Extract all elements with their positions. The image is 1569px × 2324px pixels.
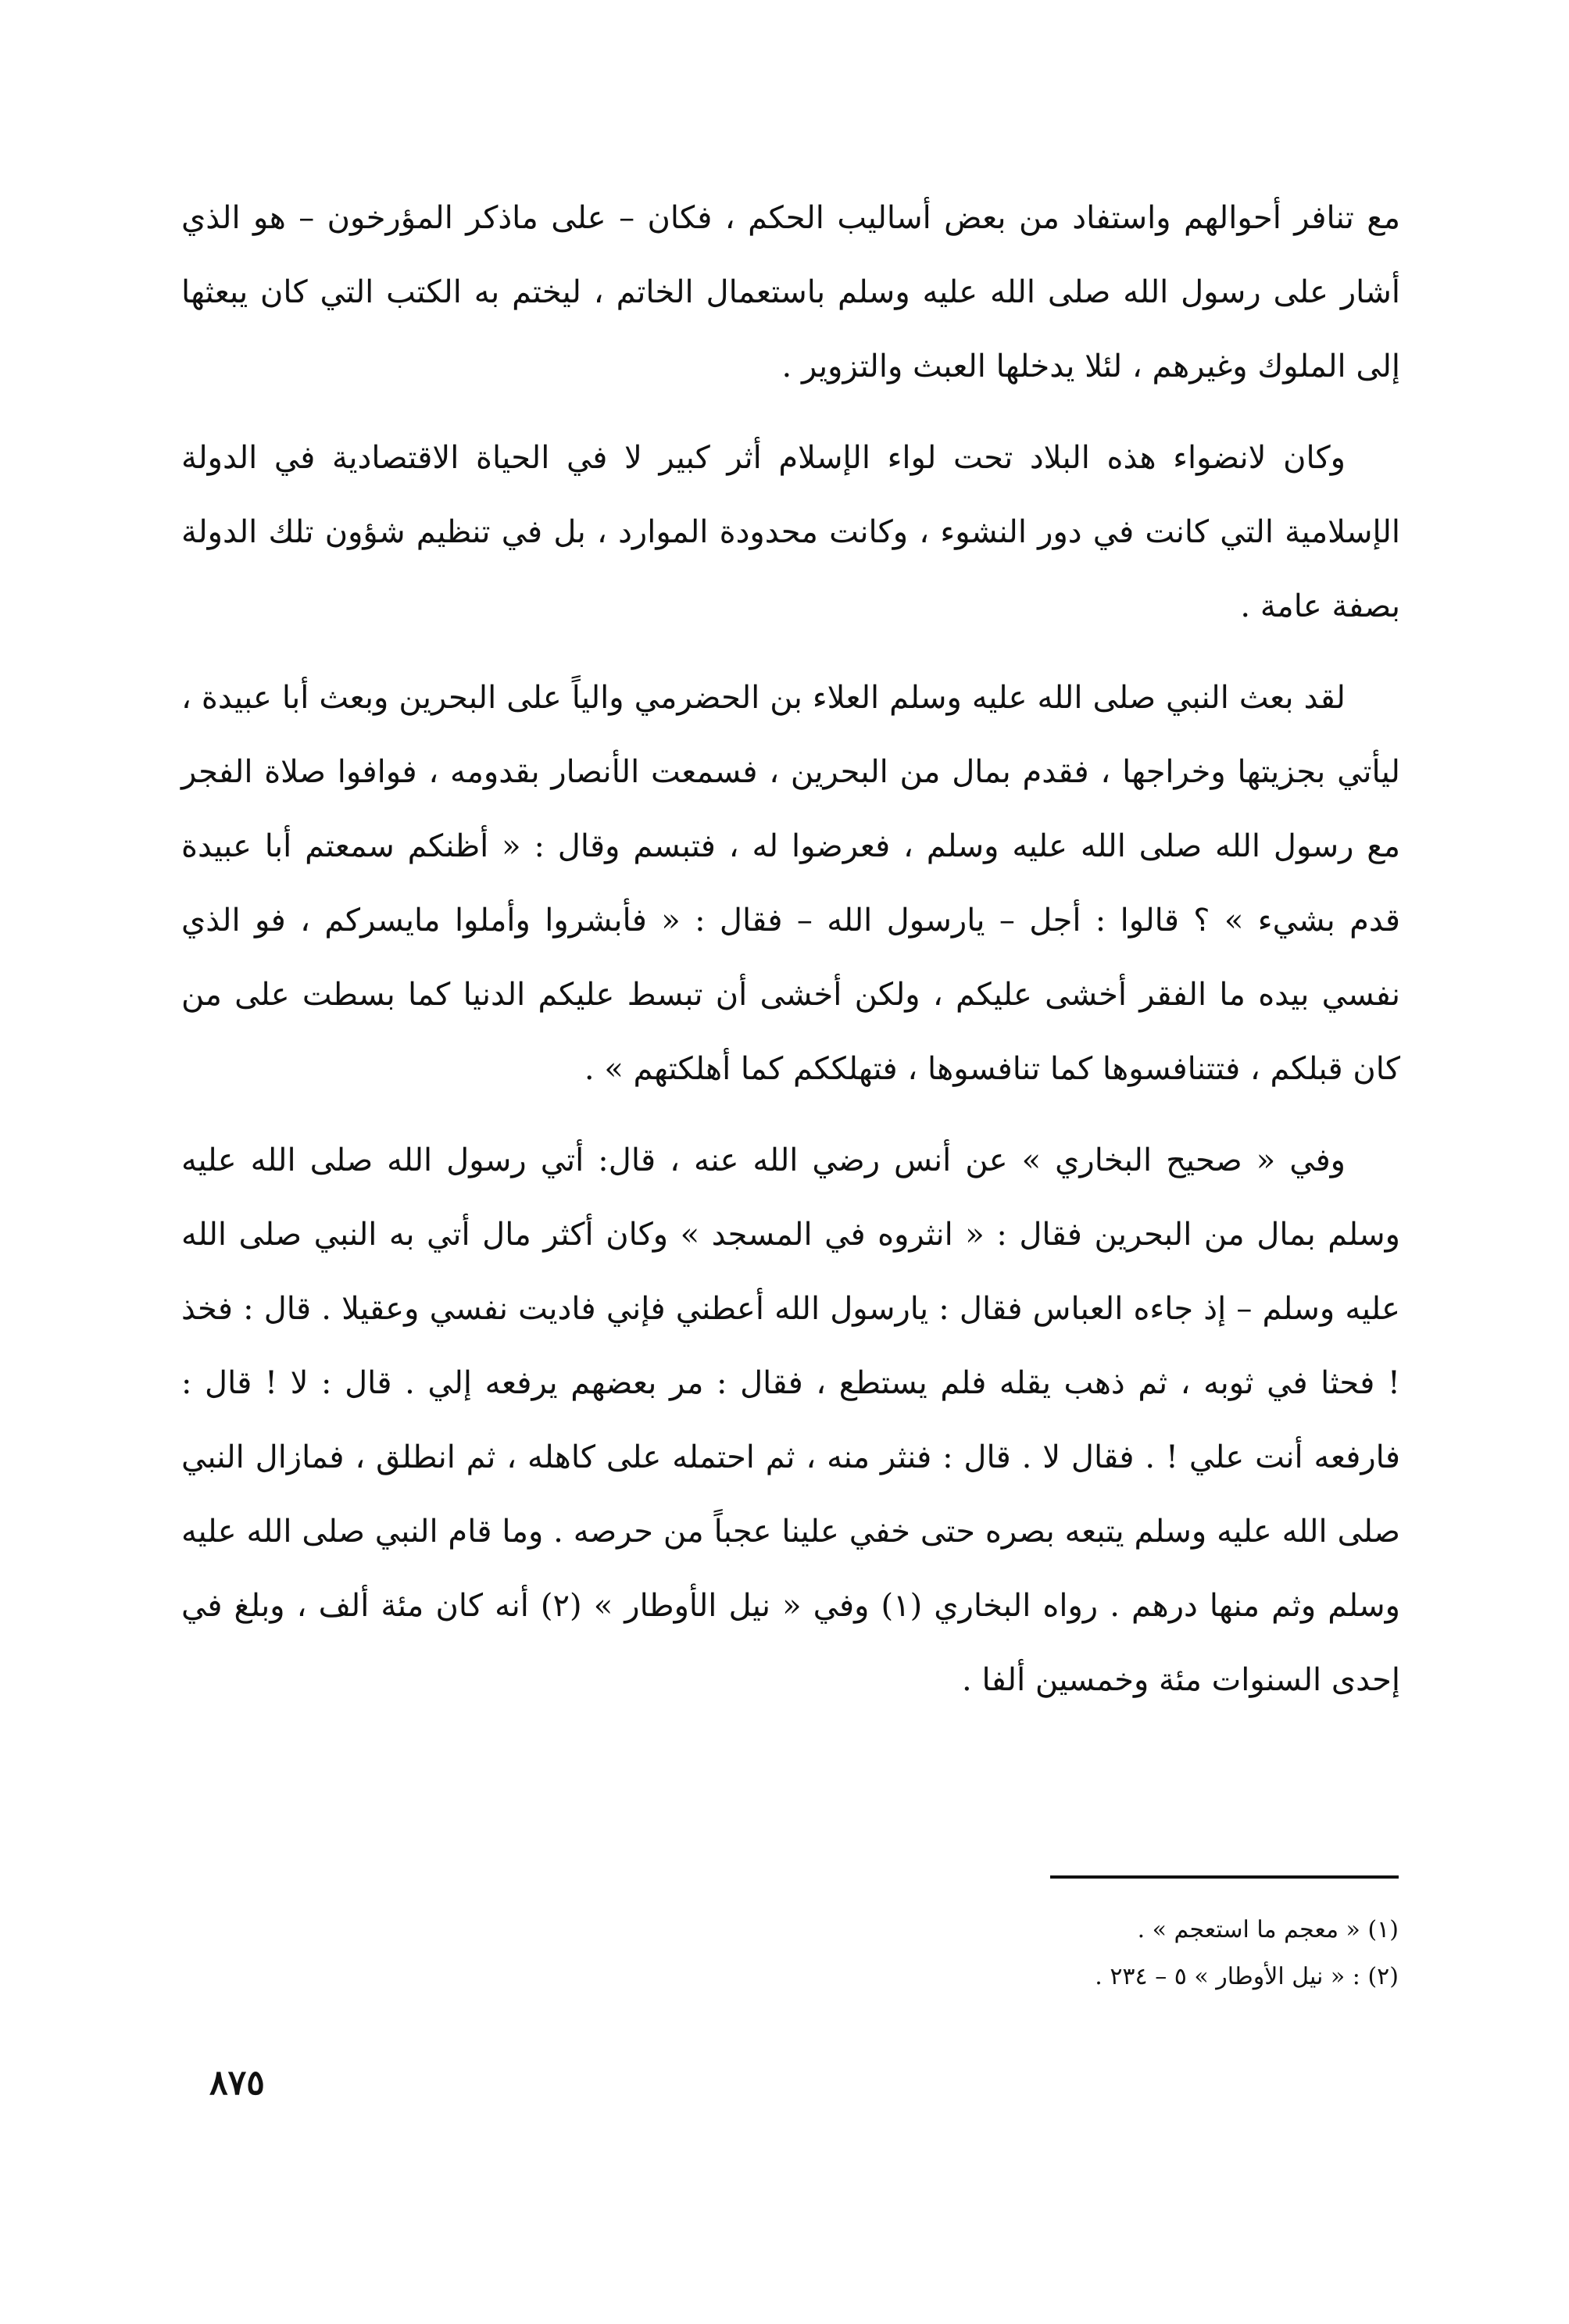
main-text	[181, 181, 1400, 1735]
paragraph-3: لقد بعث النبي صلى الله عليه وسلم العلاء بن الحضرمي والياً على البحرين وبعث أبا عبيدة ، ليأتي بجزيتها وخراجها ، فقدم بمال من البحرين ، فسمعت الأنصار بقدومه ، فوافوا صلاة الفجر مع رسول الله صلى الله عليه وسلم ، فعرضوا له ، فتبسم وقال : « أظنكم سمعتم أبا عبيدة قدم بشيء » ؟ قالوا : أجل – يارسول الله – فقال : « فأبشروا وأملوا مايسركم ، فو الذي نفسي بيده ما الفقر أخشى عليكم ، ولكن أخشى أن تبسط عليكم الدنيا كما بسطت على من كان قبلكم ، فتتنافسوها كما تنافسوها ، فتهلككم كما أهلكتهم » .	[181, 680, 1401, 1087]
footnote-1: (١) « معجم ما استعجم » .	[1137, 1916, 1399, 1943]
footnote-2: (٢) : « نيل الأوطار » ٥ – ٢٣٤ .	[1095, 1963, 1399, 1990]
page-number: ٨٧٥	[209, 2063, 265, 2103]
paragraph-4: وفي « صحيح البخاري » عن أنس رضي الله عنه ، قال: أتي رسول الله صلى الله عليه وسلم بمال من البحرين فقال : « انثروه في المسجد » وكان أكثر مال أتي به النبي صلى الله عليه وسلم – إذ جاءه العباس فقال : يارسول الله أعطني فإني فاديت نفسي وعقيلا . قال : فخذ ! فحثا في ثوبه ، ثم ذهب يقله فلم يستطع ، فقال : مر بعضهم يرفعه إلي . قال : لا ! قال : فارفعه أنت علي ! . فقال لا . قال : فنثر منه ، ثم احتمله على كاهله ، ثم انطلق ، فمازال النبي صلى الله عليه وسلم يتبعه بصره حتى خفي علينا عجباً من حرصه . وما قام النبي صلى الله عليه وسلم وثم منها درهم . رواه البخاري (١) وفي « نيل الأوطار » (٢) أنه كان مئة ألف ، وبلغ في إحدى السنوات مئة وخمسين ألفا .	[181, 1142, 1401, 1698]
footnotes	[695, 1907, 1399, 2000]
paragraph-2: وكان لانضواء هذه البلاد تحت لواء الإسلام أثر كبير لا في الحياة الاقتصادية في الدولة الإسلامية التي كانت في دور النشوء ، وكانت محدودة الموارد ، بل في تنظيم شؤون تلك الدولة بصفة عامة .	[181, 440, 1400, 624]
footnote-divider	[1050, 1875, 1399, 1879]
paragraph-1: مع تنافر أحوالهم واستفاد من بعض أساليب الحكم ، فكان – على ماذكر المؤرخون – هو الذي أشار على رسول الله صلى الله عليه وسلم باستعمال الخاتم ، ليختم به الكتب التي كان يبعثها إلى الملوك وغيرهم ، لئلا يدخلها العبث والتزوير .	[181, 200, 1400, 384]
